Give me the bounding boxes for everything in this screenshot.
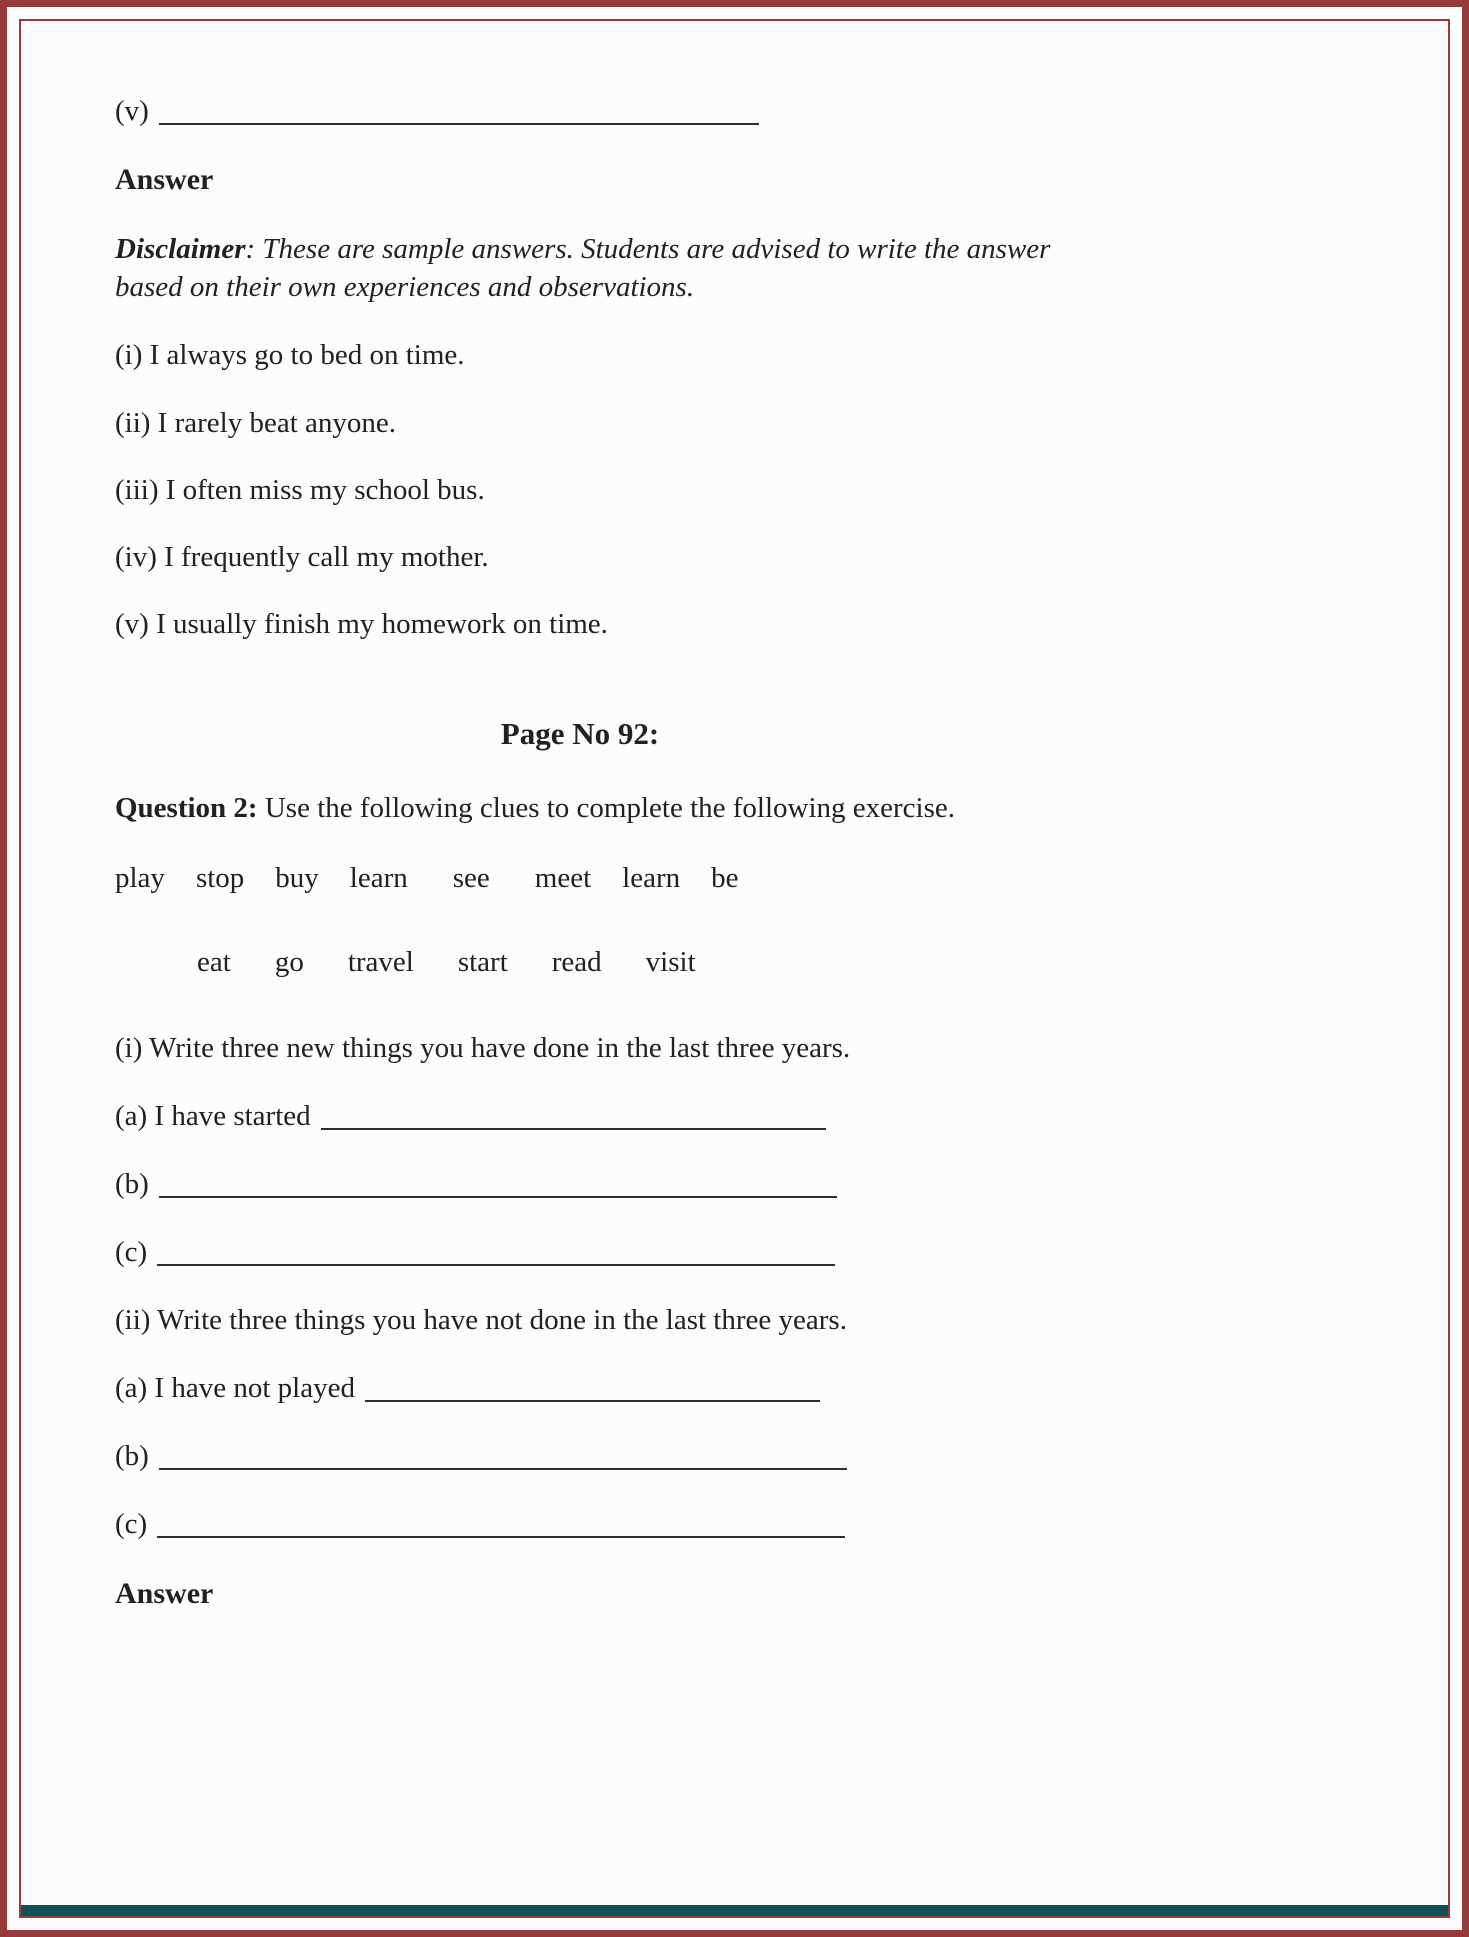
question-paragraph bbox=[115, 789, 1374, 827]
fill-in-label: (c) bbox=[115, 1236, 148, 1269]
fill-in-line bbox=[115, 1437, 1374, 1475]
fill-in-line bbox=[115, 1505, 1374, 1543]
write-in-blank bbox=[159, 1441, 847, 1470]
clue-word: be bbox=[711, 861, 739, 894]
clue-word: buy bbox=[275, 861, 319, 894]
write-in-blank bbox=[157, 1509, 845, 1538]
clue-word: travel bbox=[347, 946, 414, 979]
blank-item-v-label: (v) bbox=[115, 95, 149, 127]
fill-in-line bbox=[115, 1233, 1374, 1271]
clue-word: read bbox=[551, 946, 602, 979]
write-in-blank bbox=[159, 96, 759, 125]
fill-in-label: (c) bbox=[115, 1508, 148, 1541]
answer-item: (i) I always go to bed on time. bbox=[115, 339, 465, 372]
answer-heading-2: Answer bbox=[115, 1576, 214, 1610]
disclaimer-text: : These are sample answers. Students are advised to write the answer based on their own experiences and observations. bbox=[115, 232, 1051, 304]
write-in-blank bbox=[365, 1373, 820, 1402]
fill-in-line bbox=[115, 1165, 1374, 1203]
disclaimer-paragraph bbox=[115, 230, 1105, 307]
fill-in-label: (b) bbox=[115, 1167, 149, 1200]
page-number-heading: Page No 92: bbox=[500, 715, 660, 751]
clue-word: learn bbox=[349, 861, 408, 894]
question-label: Question 2: bbox=[115, 791, 258, 824]
answer-item: (iv) I frequently call my mother. bbox=[115, 541, 489, 574]
clue-word: go bbox=[274, 946, 304, 979]
fill-in-label: (a) I have started bbox=[115, 1099, 311, 1132]
document-content bbox=[115, 92, 1374, 1643]
clue-word: stop bbox=[195, 861, 245, 894]
fill-in-label: (a) I have not played bbox=[115, 1371, 355, 1404]
clue-word: start bbox=[457, 946, 508, 979]
write-in-blank bbox=[157, 1237, 835, 1266]
fill-in-line bbox=[115, 1369, 1374, 1407]
clue-word: eat bbox=[197, 946, 231, 979]
clue-word: learn bbox=[622, 861, 681, 894]
clue-word: meet bbox=[534, 861, 592, 894]
write-in-blank bbox=[159, 1169, 837, 1198]
answer-item: (v) I usually finish my homework on time. bbox=[115, 608, 608, 641]
bottom-color-bar bbox=[21, 1905, 1448, 1918]
clue-word-row-2 bbox=[197, 943, 1374, 981]
question-text: Use the following clues to complete the following exercise. bbox=[257, 791, 956, 824]
answer-heading: Answer bbox=[115, 163, 214, 197]
clue-word-row-1 bbox=[115, 859, 1374, 897]
answer-item: (iii) I often miss my school bus. bbox=[115, 473, 485, 506]
part1-prompt: (i) Write three new things you have done in the last three years. bbox=[115, 1032, 851, 1065]
write-in-blank bbox=[321, 1101, 826, 1130]
fill-in-line bbox=[115, 1097, 1374, 1135]
fill-in-label: (b) bbox=[115, 1440, 149, 1473]
clue-word: see bbox=[452, 861, 490, 894]
clue-word: visit bbox=[645, 946, 696, 979]
disclaimer-label: Disclaimer bbox=[115, 232, 246, 265]
blank-item-v bbox=[115, 92, 1374, 130]
clue-word: play bbox=[115, 861, 165, 894]
answer-item: (ii) I rarely beat anyone. bbox=[115, 406, 396, 439]
part2-prompt: (ii) Write three things you have not done in the last three years. bbox=[115, 1304, 847, 1337]
